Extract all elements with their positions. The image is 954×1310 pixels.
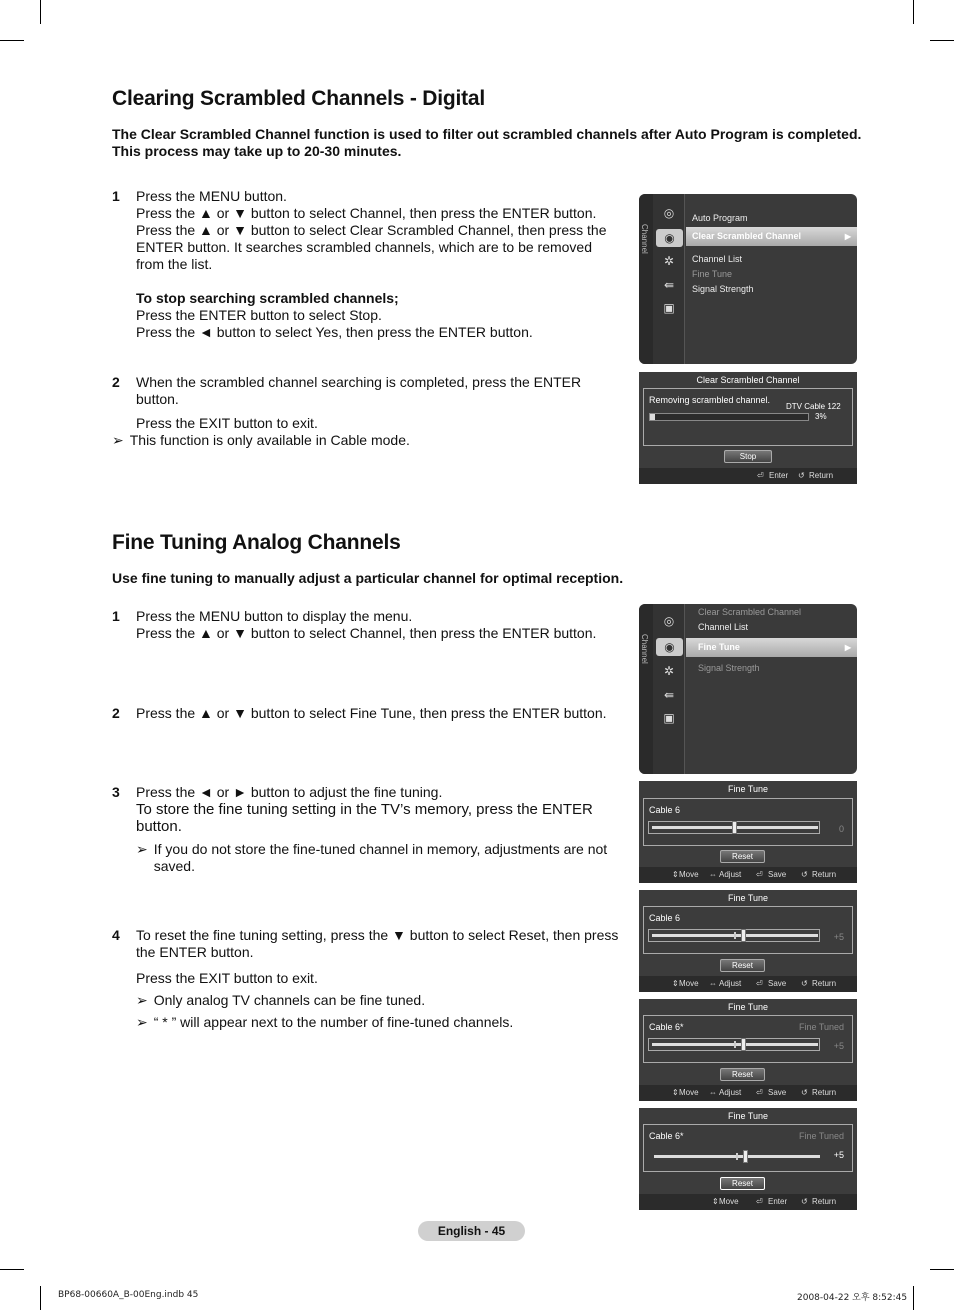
- enter-label: Enter: [768, 1197, 788, 1206]
- setup-gear-icon[interactable]: ✲: [663, 664, 675, 678]
- slider-frame: [648, 1038, 820, 1051]
- menu-icon-column: [653, 604, 685, 774]
- dialog-footer: [639, 468, 857, 484]
- note: [112, 432, 622, 449]
- dialog-title: Fine Tune: [727, 893, 769, 903]
- step-line: Press the EXIT button to exit.: [136, 970, 318, 986]
- dialog-title: Fine Tune: [727, 1111, 769, 1121]
- dialog-footer: [639, 867, 857, 883]
- menu-side-label: Channel: [640, 224, 649, 254]
- step-line: Press the ▲ or ▼ button to select Channel, then press the ENTER button.: [136, 625, 597, 641]
- fine-tune-dialog: [639, 1108, 857, 1210]
- return-label: Return: [812, 870, 837, 879]
- application-icon[interactable]: ▣: [663, 711, 675, 725]
- return-icon: ↺: [801, 1197, 808, 1206]
- note: [136, 841, 622, 875]
- move-label: Move: [679, 1088, 699, 1097]
- move-icon: ⇕: [672, 1088, 679, 1097]
- channel-label: Cable 6: [649, 805, 681, 815]
- picture-icon[interactable]: ◎: [663, 614, 675, 628]
- menu-items: [686, 604, 857, 774]
- note-text: Only analog TV channels can be fine tuned.: [153, 992, 426, 1008]
- step-3: [112, 784, 622, 875]
- slider-center-tick: [734, 1041, 736, 1048]
- channel-label: DTV Cable 122: [786, 402, 841, 411]
- menu-side-strip: [639, 194, 653, 364]
- fine-tune-slider[interactable]: [652, 934, 818, 937]
- step-number: 2: [112, 374, 120, 390]
- enter-label: Enter: [769, 471, 789, 480]
- crop-mark: [913, 1286, 914, 1310]
- menu-item-label: Fine Tune: [698, 642, 740, 652]
- slider-thumb[interactable]: [743, 1150, 748, 1163]
- crop-mark: [930, 40, 954, 41]
- enter-icon: ⏎: [757, 471, 764, 480]
- page-number-badge: English - 45: [418, 1221, 525, 1241]
- return-label: Return: [812, 979, 837, 988]
- section-intro: The Clear Scrambled Channel function is used to filter out scrambled channels after Auto Program is completed. This process may take up to 20-30 minutes.: [112, 126, 862, 159]
- move-label: Move: [679, 870, 699, 879]
- crop-mark: [40, 1286, 41, 1310]
- menu-item-auto-program[interactable]: Auto Program: [692, 213, 748, 223]
- reset-button[interactable]: Reset: [720, 850, 765, 863]
- fine-tune-value: +5: [833, 1150, 844, 1160]
- return-icon: ↺: [798, 471, 805, 480]
- step-number: 2: [112, 705, 120, 721]
- channel-label: Cable 6*: [649, 1022, 684, 1032]
- section-intro: Use fine tuning to manually adjust a particular channel for optimal reception.: [112, 570, 624, 586]
- menu-side-strip: [639, 604, 653, 774]
- input-icon[interactable]: ⇚: [663, 278, 675, 292]
- menu-icon-column: [653, 194, 685, 364]
- adjust-icon: ⇔: [709, 870, 717, 879]
- dialog-title: Clear Scrambled Channel: [696, 375, 800, 385]
- save-icon: ⏎: [756, 1088, 763, 1097]
- adjust-icon: ⇔: [709, 1088, 717, 1097]
- slider-frame: [648, 929, 820, 942]
- save-icon: ⏎: [756, 870, 763, 879]
- move-icon: ⇕: [712, 1197, 719, 1206]
- step-line: To reset the fine tuning setting, press the ▼ button to select Reset, then press the ENTER button.: [136, 927, 619, 960]
- reset-button[interactable]: Reset: [720, 1177, 765, 1190]
- step-line: Press the ◄ button to select Yes, then press the ENTER button.: [136, 324, 533, 340]
- fine-tune-value: +5: [833, 932, 844, 942]
- channel-menu-panel: [639, 194, 857, 364]
- return-icon: ↺: [801, 979, 808, 988]
- crop-mark: [930, 1269, 954, 1270]
- step-1: [112, 608, 622, 642]
- menu-item-channel-list[interactable]: Channel List: [692, 254, 743, 264]
- fine-tune-dialog: [639, 890, 857, 992]
- arrow-right-icon: ▶: [844, 232, 851, 241]
- step-2: [112, 374, 622, 449]
- enter-icon: ⏎: [756, 1197, 763, 1206]
- dialog-box: [643, 388, 853, 446]
- progress-fill: [650, 414, 655, 420]
- crop-mark: [913, 0, 914, 24]
- note-arrow-icon: ➢: [136, 1014, 148, 1030]
- input-icon[interactable]: ⇚: [663, 688, 675, 702]
- channel-icon[interactable]: ◉: [656, 229, 683, 247]
- slider-center-tick: [736, 1153, 738, 1160]
- fine-tune-value: 0: [838, 824, 844, 834]
- note-arrow-icon: ➢: [136, 992, 148, 1008]
- step-number: 1: [112, 188, 120, 204]
- dialog-footer: [639, 1194, 857, 1210]
- menu-item-fine-tune[interactable]: [686, 638, 857, 657]
- step-1: [112, 188, 622, 341]
- step-number: 4: [112, 927, 120, 943]
- note-arrow-icon: ➢: [136, 841, 148, 857]
- slider-thumb[interactable]: [732, 821, 737, 834]
- dialog-box: [643, 798, 853, 846]
- fine-tuned-tag: Fine Tuned: [798, 1131, 844, 1141]
- stop-button[interactable]: Stop: [724, 450, 772, 463]
- return-label: Return: [812, 1197, 837, 1206]
- note-arrow-icon: ➢: [112, 432, 124, 448]
- reset-button[interactable]: Reset: [720, 959, 765, 972]
- menu-item-signal-strength[interactable]: Signal Strength: [692, 284, 754, 294]
- menu-side-label: Channel: [640, 634, 649, 664]
- step-line: Press the ENTER button to select Stop.: [136, 307, 382, 323]
- step-2: [112, 705, 622, 722]
- adjust-label: Adjust: [719, 1088, 742, 1097]
- setup-gear-icon[interactable]: ✲: [663, 254, 675, 268]
- arrow-right-icon: ▶: [844, 643, 851, 652]
- footer-file-info: BP68-00660A_B-00Eng.indb 45: [58, 1290, 199, 1300]
- step-line: Press the ▲ or ▼ button to select Clear Scrambled Channel, then press the ENTER button. It searches scrambled channels, which are to be removed from the list.: [136, 222, 607, 272]
- fine-tune-value: +5: [833, 1041, 844, 1051]
- dialog-box: [643, 1015, 853, 1063]
- channel-menu-panel: [639, 604, 857, 774]
- section-title: Fine Tuning Analog Channels: [112, 531, 401, 554]
- dialog-title: Fine Tune: [727, 1002, 769, 1012]
- step-line: Press the ▲ or ▼ button to select Fine Tune, then press the ENTER button.: [136, 705, 607, 721]
- menu-item-label: Clear Scrambled Channel: [692, 231, 802, 241]
- step-number: 1: [112, 608, 120, 624]
- menu-item-fine-tune[interactable]: Fine Tune: [692, 269, 733, 279]
- adjust-label: Adjust: [719, 870, 742, 879]
- note-text: This function is only available in Cable mode.: [129, 432, 410, 448]
- channel-icon[interactable]: ◉: [656, 638, 683, 656]
- channel-label: Cable 6: [649, 913, 681, 923]
- save-label: Save: [768, 979, 787, 988]
- crop-mark: [0, 1269, 24, 1270]
- save-label: Save: [768, 1088, 787, 1097]
- channel-label: Cable 6*: [649, 1131, 684, 1141]
- return-icon: ↺: [801, 870, 808, 879]
- step-4: [112, 927, 622, 1031]
- dialog-box: [643, 1124, 853, 1172]
- slider-thumb[interactable]: [741, 929, 746, 942]
- dialog-footer: [639, 1085, 857, 1101]
- fine-tune-dialog: [639, 999, 857, 1101]
- menu-items: [686, 194, 857, 364]
- return-icon: ↺: [801, 1088, 808, 1097]
- move-icon: ⇕: [672, 979, 679, 988]
- application-icon[interactable]: ▣: [663, 301, 675, 315]
- adjust-icon: ⇔: [709, 979, 717, 988]
- dialog-box: [643, 906, 853, 954]
- move-label: Move: [679, 979, 699, 988]
- dialog-footer: [639, 976, 857, 992]
- fine-tune-slider[interactable]: [654, 1155, 820, 1158]
- progress-bar: [649, 413, 809, 421]
- save-label: Save: [768, 870, 787, 879]
- fine-tune-dialog: [639, 781, 857, 883]
- note: [136, 992, 622, 1009]
- note: [136, 1014, 622, 1031]
- step-line: Press the ▲ or ▼ button to select Channel, then press the ENTER button.: [136, 205, 597, 221]
- move-icon: ⇕: [672, 870, 679, 879]
- save-icon: ⏎: [756, 979, 763, 988]
- reset-button[interactable]: Reset: [720, 1068, 765, 1081]
- section-title: Clearing Scrambled Channels - Digital: [112, 87, 486, 110]
- step-line: Press the EXIT button to exit.: [136, 415, 318, 431]
- move-label: Move: [719, 1197, 739, 1206]
- dialog-title: Fine Tune: [727, 784, 769, 794]
- menu-item-clear-scrambled-channel[interactable]: Clear Scrambled Channel: [698, 607, 802, 617]
- step-subheading: To stop searching scrambled channels;: [136, 290, 399, 306]
- crop-mark: [40, 0, 41, 24]
- step-line: To store the fine tuning setting in the TV’s memory, press the ENTER button.: [136, 801, 593, 835]
- adjust-label: Adjust: [719, 979, 742, 988]
- return-label: Return: [809, 471, 834, 480]
- note-text: “ * ” will appear next to the number of fine-tuned channels.: [153, 1014, 514, 1030]
- fine-tune-slider[interactable]: [652, 826, 818, 829]
- step-line: Press the ◄ or ► button to adjust the fine tuning.: [136, 784, 443, 800]
- note-text: If you do not store the fine-tuned channel in memory, adjustments are not saved.: [153, 841, 608, 874]
- slider-center-tick: [734, 932, 736, 939]
- picture-icon[interactable]: ◎: [663, 206, 675, 220]
- fine-tune-slider[interactable]: [652, 1043, 818, 1046]
- step-line: Press the MENU button to display the menu.: [136, 608, 413, 624]
- menu-item-channel-list[interactable]: Channel List: [698, 622, 749, 632]
- crop-mark: [0, 40, 24, 41]
- footer-timestamp: 2008-04-22 오후 8:52:45: [797, 1293, 908, 1303]
- menu-item-clear-scrambled-channel[interactable]: [686, 227, 857, 246]
- status-text: Removing scrambled channel.: [649, 395, 771, 405]
- return-label: Return: [812, 1088, 837, 1097]
- menu-item-signal-strength[interactable]: Signal Strength: [698, 663, 760, 673]
- slider-frame: [648, 821, 820, 834]
- slider-thumb[interactable]: [741, 1038, 746, 1051]
- step-line: Press the MENU button.: [136, 188, 287, 204]
- percent-label: 3%: [815, 412, 827, 421]
- clear-scrambled-dialog: [639, 372, 857, 484]
- step-line: When the scrambled channel searching is completed, press the ENTER button.: [136, 374, 582, 407]
- step-number: 3: [112, 784, 120, 800]
- fine-tuned-tag: Fine Tuned: [798, 1022, 844, 1032]
